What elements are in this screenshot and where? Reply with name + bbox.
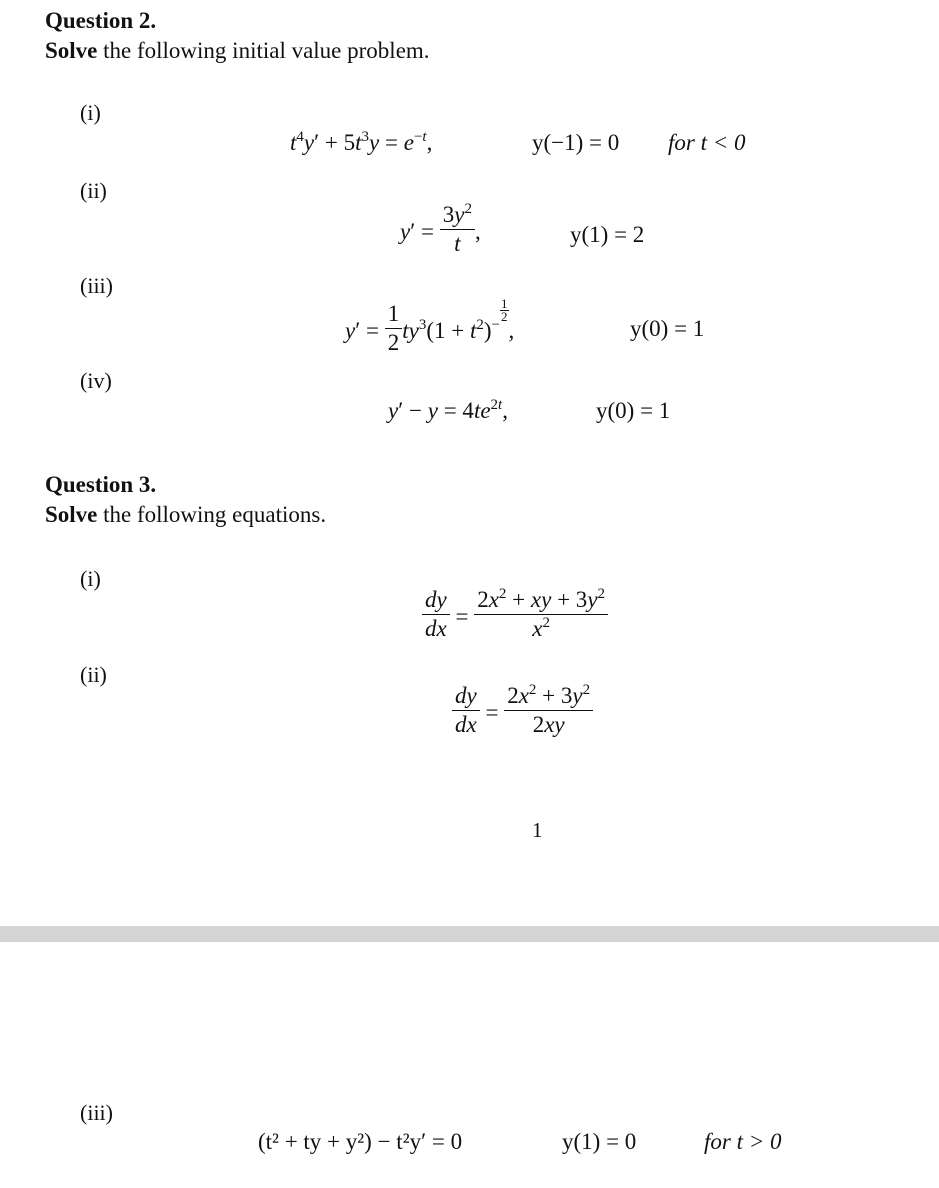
page-2 [0, 942, 939, 1188]
question-3-instruction [45, 502, 326, 528]
q3-item-i-label: (i) [80, 566, 101, 591]
instruction-rest: the following initial value problem. [97, 38, 430, 63]
page-separator [0, 926, 939, 942]
q2-item-i-label: (i) [80, 100, 101, 125]
q2-item-iv-equation: $y' - y = 4te^{2t}$, [388, 397, 508, 423]
q2-item-ii-label: (ii) [80, 178, 107, 203]
q2-item-iv-condition: y(0) = 1 [596, 398, 671, 423]
q2-item-iii-equation: y′ = $\frac{1}{2}$ $ty^3(1 + t^2)^{- \frac{1}{2}}$ , [345, 296, 515, 356]
q3-item-ii-equation: $\frac{dy}{dx}$ = $\frac{2x^2 + 3y^2}{2xy}$ [452, 686, 593, 743]
q2-item-i-equation: $t^4y' + 5t^3y = e^{-t}$, [290, 129, 433, 155]
q2-item-i-domain: for t < 0 [668, 130, 746, 155]
q3-item-ii-label: (ii) [80, 662, 107, 687]
q3-item-iii-condition: y(1) = 0 [562, 1129, 637, 1154]
instruction-rest: the following equations. [97, 502, 327, 527]
q3-item-iii-label: (iii) [80, 1100, 113, 1125]
q3-item-i-equation: $\frac{dy}{dx}$ = $\frac{2x^2 + xy + 3y^2}{x^2}$ [422, 590, 608, 647]
question-2-instruction [45, 38, 430, 64]
q2-item-iii-condition: y(0) = 1 [630, 316, 705, 341]
question-2-title: Question 2. [45, 8, 157, 33]
q2-item-ii-equation: y′ = $\frac{3y^2}{t}$ , [400, 201, 481, 256]
instruction-bold: Solve [45, 38, 98, 63]
q2-item-iv-label: (iv) [80, 368, 112, 393]
question-3-title: Question 3. [45, 472, 157, 497]
page-number: 1 [532, 818, 543, 842]
q3-item-iii-equation: (t² + ty + y²) − t²y′ = 0 [258, 1129, 463, 1154]
q2-item-iii-label: (iii) [80, 273, 113, 298]
q2-item-ii-condition: y(1) = 2 [570, 222, 645, 247]
instruction-bold: Solve [45, 502, 98, 527]
q2-item-i-condition: y(−1) = 0 [532, 130, 620, 155]
q3-item-iii-domain: for t > 0 [704, 1129, 782, 1154]
